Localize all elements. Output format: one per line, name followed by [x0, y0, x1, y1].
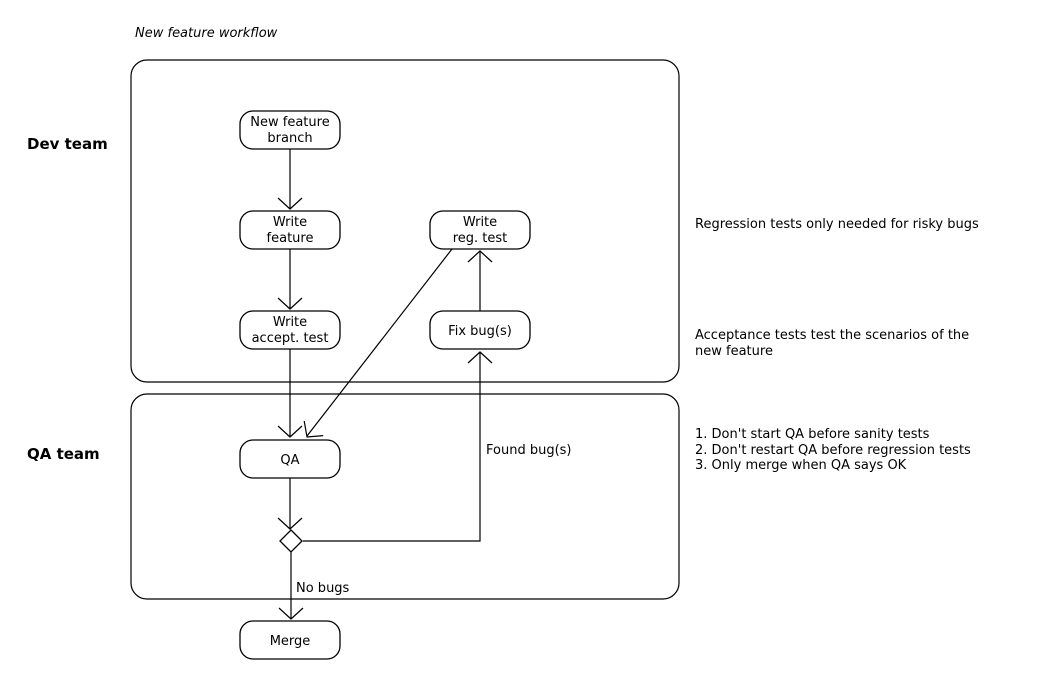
annotation-regression: Regression tests only needed for risky bugs [695, 217, 979, 232]
node-write-reg-test-label-line2: reg. test [452, 231, 508, 246]
node-write-accept-test-label-line1: Write [272, 315, 308, 330]
node-fix-bugs-label: Fix bug(s) [448, 324, 512, 339]
node-write-reg-test [430, 211, 530, 249]
node-new-feature-branch-label-line2: branch [267, 131, 313, 146]
node-write-feature-label-line2: feature [266, 231, 314, 246]
annotation-acceptance-line1: Acceptance tests test the scenarios of the [695, 328, 970, 343]
diagram-title: New feature workflow [135, 26, 278, 41]
node-new-feature-branch-label-line1: New feature [250, 115, 330, 130]
node-write-accept-test-label-line2: accept. test [251, 331, 329, 346]
edge-label-found-bugs: Found bug(s) [486, 443, 572, 458]
dev-team-label: Dev team [27, 135, 108, 153]
qa-team-lane [131, 394, 679, 599]
node-fix-bugs [430, 311, 530, 349]
annotation-acceptance-line2: new feature [695, 344, 773, 359]
dev-team-lane [131, 60, 679, 382]
node-merge [240, 621, 340, 659]
qa-decision-diamond [280, 530, 302, 552]
node-qa [240, 440, 340, 478]
node-qa-label: QA [280, 453, 300, 468]
node-write-reg-test-label-line1: Write [462, 215, 498, 230]
arrowhead-regtest-to-qa [304, 421, 323, 437]
node-write-accept-test [240, 311, 340, 349]
node-new-feature-branch [240, 111, 340, 149]
annotation-rule-2: 2. Don't restart QA before regression tests [695, 443, 971, 458]
annotation-rule-3: 3. Only merge when QA says OK [695, 458, 907, 473]
qa-team-label: QA team [27, 445, 100, 463]
node-write-feature [240, 211, 340, 249]
node-merge-label: Merge [269, 634, 311, 649]
annotation-rule-1: 1. Don't start QA before sanity tests [695, 427, 930, 442]
node-write-feature-label-line1: Write [272, 215, 308, 230]
edge-label-no-bugs: No bugs [296, 581, 350, 596]
